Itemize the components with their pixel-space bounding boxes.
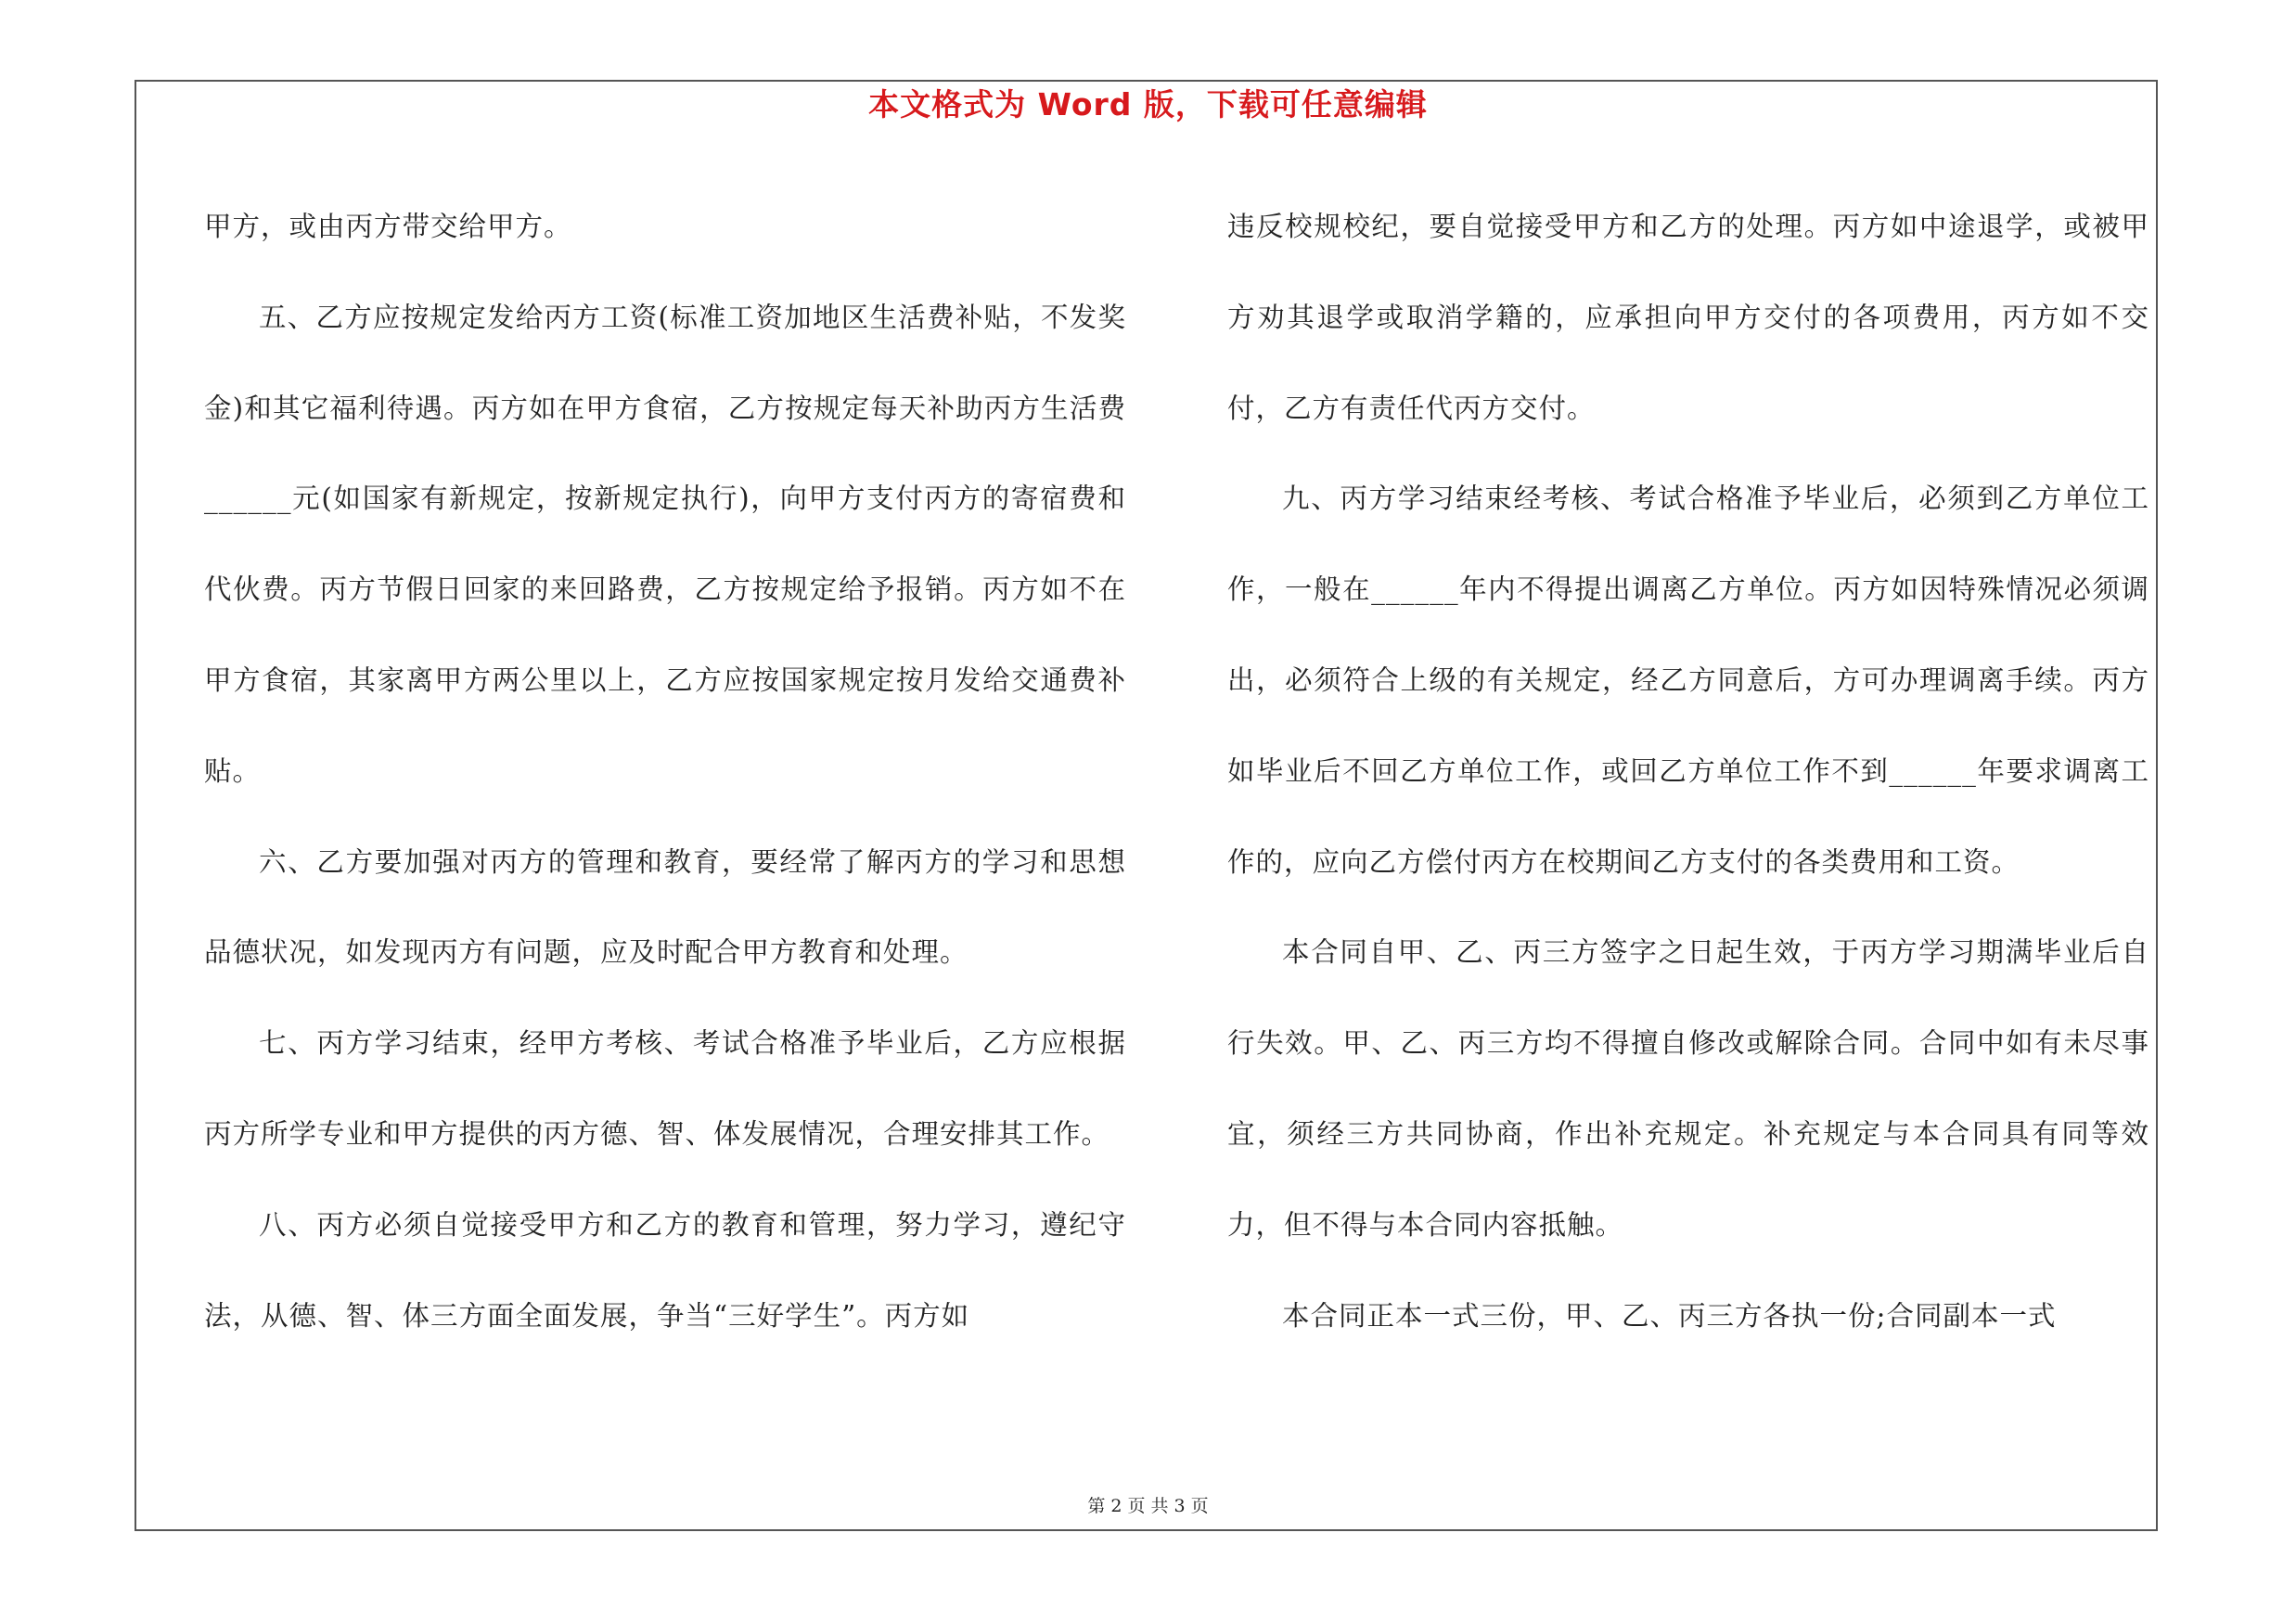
word-format-banner: 本文格式为 Word 版，下载可任意编辑 (868, 86, 1428, 122)
paragraph: 八、丙方必须自觉接受甲方和乙方的教育和管理，努力学习，遵纪守法，从德、智、体三方面全面发展，争当“三好学生”。丙方如 (204, 1208, 1126, 1332)
paragraph: 九、丙方学习结束经考核、考试合格准予毕业后，必须到乙方单位工作，一般在______年内不得提出调离乙方单位。丙方如因特殊情况必须调出，必须符合上级的有关规定，经乙方同意后，方可办理调离手续。丙方如毕业后不回乙方单位工作，或回乙方单位工作不到______年要求调离工作的，应向乙方偿付丙方在校期间乙方支付的各类费用和工资。 (1227, 483, 2149, 878)
paragraph: 五、乙方应按规定发给丙方工资(标准工资加地区生活费补贴，不发奖金)和其它福利待遇。丙方如在甲方食宿，乙方按规定每天补助丙方生活费______元(如国家有新规定，按新规定执行)，向甲方支付丙方的寄宿费和代伙费。丙方节假日回家的来回路费，乙方按规定给予报销。丙方如不在甲方食宿，其家离甲方两公里以上，乙方应按国家规定按月发给交通费补贴。 (204, 301, 1126, 787)
paragraph: 甲方，或由丙方带交给甲方。 (204, 211, 572, 242)
paragraph: 违反校规校纪，要自觉接受甲方和乙方的处理。丙方如中途退学，或被甲方劝其退学或取消学籍的，应承担向甲方交付的各项费用，丙方如不交付，乙方有责任代丙方交付。 (1227, 211, 2149, 424)
paragraph: 六、乙方要加强对丙方的管理和教育，要经常了解丙方的学习和思想品德状况，如发现丙方有问题，应及时配合甲方教育和处理。 (204, 845, 1126, 969)
left-column (204, 182, 1126, 1361)
paragraph: 七、丙方学习结束，经甲方考核、考试合格准予毕业后，乙方应根据丙方所学专业和甲方提供的丙方德、智、体发展情况，合理安排其工作。 (204, 1027, 1126, 1150)
page-number-footer: 第 2 页 共 3 页 (1087, 1496, 1209, 1516)
paragraph: 本合同正本一式三份，甲、乙、丙三方各执一份;合同副本一式 (1282, 1299, 2057, 1332)
right-column (1227, 182, 2149, 1361)
paragraph: 本合同自甲、乙、丙三方签字之日起生效，于丙方学习期满毕业后自行失效。甲、乙、丙三方均不得擅自修改或解除合同。合同中如有未尽事宜，须经三方共同协商，作出补充规定。补充规定与本合同具有同等效力，但不得与本合同内容抵触。 (1227, 936, 2149, 1241)
